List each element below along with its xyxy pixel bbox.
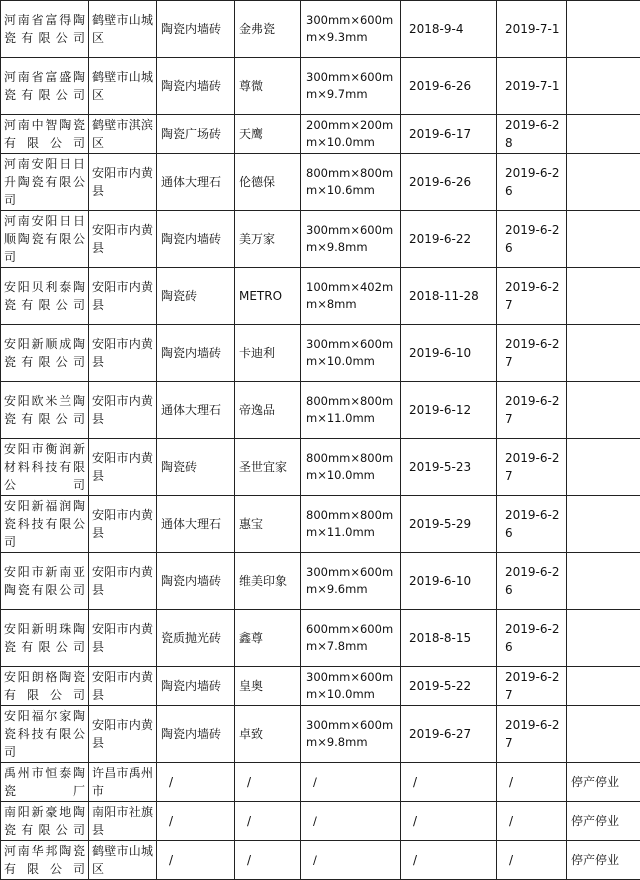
area-cell: 安阳市内黄县	[89, 211, 157, 268]
table-row	[1, 553, 640, 610]
area-cell: 安阳市内黄县	[89, 706, 157, 763]
spec-cell: 300mm×600mm×10.0mm	[301, 325, 401, 382]
spec-cell: 800mm×800mm×11.0mm	[301, 496, 401, 553]
product-cell: 陶瓷广场砖	[157, 115, 235, 154]
table-row	[1, 154, 640, 211]
note-cell: 停产停业	[567, 841, 640, 880]
spec-cell: 300mm×600mm×9.7mm	[301, 58, 401, 115]
date2-cell: 2019-6-26	[497, 496, 567, 553]
product-cell: 通体大理石	[157, 382, 235, 439]
date2-cell: /	[497, 802, 567, 841]
company-cell: 安阳市新南亚陶瓷有限公司	[1, 553, 89, 610]
brand-cell: 卓致	[235, 706, 301, 763]
table-row	[1, 667, 640, 706]
date1-cell: /	[401, 802, 497, 841]
company-cell: 南阳新豪地陶瓷有限公司	[1, 802, 89, 841]
product-cell: /	[157, 802, 235, 841]
spec-cell: /	[301, 802, 401, 841]
date2-cell: 2019-6-27	[497, 268, 567, 325]
date2-cell: 2019-6-27	[497, 667, 567, 706]
brand-cell: 皇奥	[235, 667, 301, 706]
spec-cell: 300mm×600mm×10.0mm	[301, 667, 401, 706]
company-cell: 安阳贝利泰陶瓷有限公司	[1, 268, 89, 325]
note-cell	[567, 439, 640, 496]
date1-cell: 2019-6-26	[401, 154, 497, 211]
area-cell: 安阳市内黄县	[89, 268, 157, 325]
table-row	[1, 211, 640, 268]
table-row	[1, 496, 640, 553]
company-cell: 禹州市恒泰陶瓷厂	[1, 763, 89, 802]
area-cell: 许昌市禹州市	[89, 763, 157, 802]
date1-cell: 2019-6-26	[401, 58, 497, 115]
table-row	[1, 115, 640, 154]
date2-cell: /	[497, 841, 567, 880]
date2-cell: 2019-6-27	[497, 382, 567, 439]
spec-cell: 800mm×800mm×11.0mm	[301, 382, 401, 439]
brand-cell: 维美印象	[235, 553, 301, 610]
date1-cell: 2019-5-29	[401, 496, 497, 553]
brand-cell: /	[235, 763, 301, 802]
area-cell: 鹤壁市山城区	[89, 58, 157, 115]
brand-cell: 圣世宜家	[235, 439, 301, 496]
table-row	[1, 325, 640, 382]
product-cell: /	[157, 763, 235, 802]
company-cell: 安阳市衡润新材料科技有限公司	[1, 439, 89, 496]
brand-cell: 天鹰	[235, 115, 301, 154]
date2-cell: 2019-6-26	[497, 211, 567, 268]
table-row	[1, 58, 640, 115]
product-cell: 瓷质抛光砖	[157, 610, 235, 667]
area-cell: 安阳市内黄县	[89, 496, 157, 553]
spec-cell: 800mm×800mm×10.0mm	[301, 439, 401, 496]
table-row	[1, 763, 640, 802]
table-row	[1, 268, 640, 325]
date1-cell: 2019-6-10	[401, 553, 497, 610]
date2-cell: 2019-6-27	[497, 706, 567, 763]
note-cell: 停产停业	[567, 802, 640, 841]
product-cell: 陶瓷砖	[157, 439, 235, 496]
table-body	[1, 1, 640, 880]
company-cell: 安阳新明珠陶瓷有限公司	[1, 610, 89, 667]
brand-cell: /	[235, 841, 301, 880]
product-cell: 陶瓷内墙砖	[157, 1, 235, 58]
note-cell	[567, 496, 640, 553]
area-cell: 安阳市内黄县	[89, 610, 157, 667]
product-cell: 通体大理石	[157, 154, 235, 211]
date2-cell: 2019-6-28	[497, 115, 567, 154]
area-cell: 安阳市内黄县	[89, 667, 157, 706]
date2-cell: /	[497, 763, 567, 802]
date2-cell: 2019-7-1	[497, 1, 567, 58]
product-cell: 陶瓷内墙砖	[157, 706, 235, 763]
brand-cell: 伦德保	[235, 154, 301, 211]
area-cell: 安阳市内黄县	[89, 553, 157, 610]
date1-cell: /	[401, 763, 497, 802]
area-cell: 安阳市内黄县	[89, 439, 157, 496]
note-cell	[567, 268, 640, 325]
date1-cell: 2019-6-27	[401, 706, 497, 763]
product-cell: 陶瓷内墙砖	[157, 325, 235, 382]
spec-cell: 200mm×200mm×10.0mm	[301, 115, 401, 154]
date1-cell: 2019-6-17	[401, 115, 497, 154]
date1-cell: 2018-11-28	[401, 268, 497, 325]
date1-cell: 2019-5-22	[401, 667, 497, 706]
note-cell	[567, 58, 640, 115]
brand-cell: 鑫尊	[235, 610, 301, 667]
table-row	[1, 1, 640, 58]
company-cell: 河南中智陶瓷有限公司	[1, 115, 89, 154]
date1-cell: 2018-8-15	[401, 610, 497, 667]
product-cell: /	[157, 841, 235, 880]
spec-cell: /	[301, 841, 401, 880]
note-cell	[567, 553, 640, 610]
date2-cell: 2019-6-26	[497, 154, 567, 211]
product-cell: 陶瓷内墙砖	[157, 553, 235, 610]
company-cell: 安阳朗格陶瓷有限公司	[1, 667, 89, 706]
company-cell: 河南安阳日日升陶瓷有限公司	[1, 154, 89, 211]
date2-cell: 2019-6-27	[497, 439, 567, 496]
note-cell	[567, 211, 640, 268]
spec-cell: 300mm×600mm×9.3mm	[301, 1, 401, 58]
company-cell: 安阳新福润陶瓷科技有限公司	[1, 496, 89, 553]
date1-cell: 2019-6-10	[401, 325, 497, 382]
brand-cell: /	[235, 802, 301, 841]
date2-cell: 2019-6-27	[497, 325, 567, 382]
product-cell: 陶瓷内墙砖	[157, 58, 235, 115]
note-cell	[567, 154, 640, 211]
company-cell: 安阳欧米兰陶瓷有限公司	[1, 382, 89, 439]
brand-cell: 尊微	[235, 58, 301, 115]
date1-cell: 2019-6-22	[401, 211, 497, 268]
brand-cell: 惠宝	[235, 496, 301, 553]
product-cell: 陶瓷内墙砖	[157, 667, 235, 706]
area-cell: 鹤壁市山城区	[89, 1, 157, 58]
note-cell: 停产停业	[567, 763, 640, 802]
date1-cell: 2019-5-23	[401, 439, 497, 496]
spec-cell: 300mm×600mm×9.8mm	[301, 706, 401, 763]
company-cell: 河南省富盛陶瓷有限公司	[1, 58, 89, 115]
date2-cell: 2019-7-1	[497, 58, 567, 115]
spec-cell: 300mm×600mm×9.6mm	[301, 553, 401, 610]
company-cell: 河南华邦陶瓷有限公司	[1, 841, 89, 880]
table-row	[1, 610, 640, 667]
area-cell: 鹤壁市淇滨区	[89, 115, 157, 154]
brand-cell: METRO	[235, 268, 301, 325]
note-cell	[567, 382, 640, 439]
note-cell	[567, 706, 640, 763]
product-cell: 通体大理石	[157, 496, 235, 553]
brand-cell: 美万家	[235, 211, 301, 268]
area-cell: 南阳市社旗县	[89, 802, 157, 841]
date2-cell: 2019-6-26	[497, 553, 567, 610]
date1-cell: 2019-6-12	[401, 382, 497, 439]
brand-cell: 帝逸品	[235, 382, 301, 439]
company-cell: 安阳新顺成陶瓷有限公司	[1, 325, 89, 382]
table-row	[1, 439, 640, 496]
note-cell	[567, 325, 640, 382]
brand-cell: 金弗瓷	[235, 1, 301, 58]
date2-cell: 2019-6-26	[497, 610, 567, 667]
company-cell: 河南省富得陶瓷有限公司	[1, 1, 89, 58]
date1-cell: /	[401, 841, 497, 880]
table-row	[1, 802, 640, 841]
note-cell	[567, 610, 640, 667]
spec-cell: 100mm×402mm×8mm	[301, 268, 401, 325]
spec-cell: 600mm×600mm×7.8mm	[301, 610, 401, 667]
product-cell: 陶瓷砖	[157, 268, 235, 325]
area-cell: 安阳市内黄县	[89, 325, 157, 382]
product-cell: 陶瓷内墙砖	[157, 211, 235, 268]
table-row	[1, 706, 640, 763]
area-cell: 鹤壁市山城区	[89, 841, 157, 880]
company-cell: 安阳福尔家陶瓷科技有限公司	[1, 706, 89, 763]
table-row	[1, 382, 640, 439]
spec-cell: 800mm×800mm×10.6mm	[301, 154, 401, 211]
table-row	[1, 841, 640, 880]
note-cell	[567, 115, 640, 154]
brand-cell: 卡迪利	[235, 325, 301, 382]
spec-cell: 300mm×600mm×9.8mm	[301, 211, 401, 268]
company-cell: 河南安阳日日顺陶瓷有限公司	[1, 211, 89, 268]
spec-cell: /	[301, 763, 401, 802]
date1-cell: 2018-9-4	[401, 1, 497, 58]
note-cell	[567, 667, 640, 706]
note-cell	[567, 1, 640, 58]
area-cell: 安阳市内黄县	[89, 382, 157, 439]
area-cell: 安阳市内黄县	[89, 154, 157, 211]
